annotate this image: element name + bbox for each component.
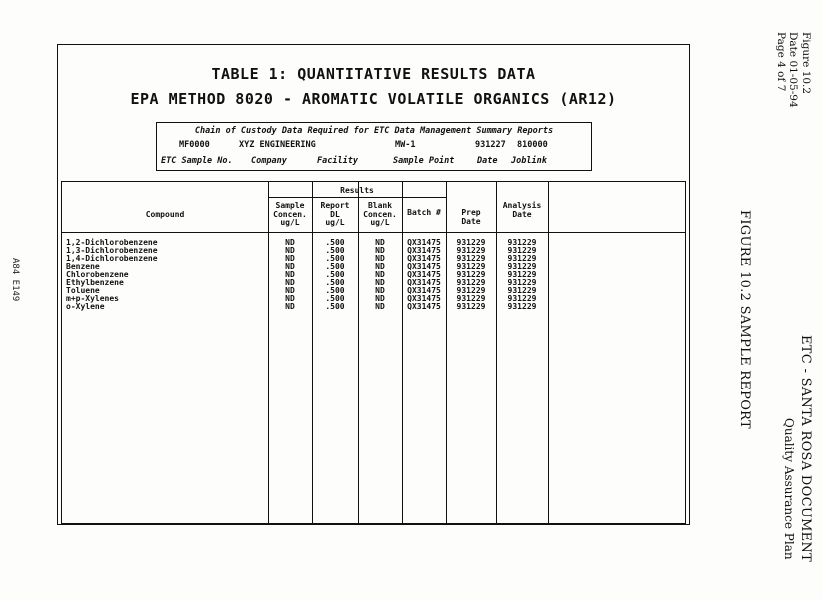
report-frame [57, 44, 690, 525]
table-row: 1,3-Dichlorobenzene ND .500 ND QX31475 931229 931229 [66, 246, 537, 255]
document-title: ETC - SANTA ROSA DOCUMENT [798, 335, 813, 563]
coc-sample-point-label: Sample Point [393, 156, 455, 166]
figure-info-block [775, 32, 813, 108]
results-group-label: Results [340, 186, 374, 195]
chain-of-custody-box [156, 122, 592, 171]
col-divider [268, 182, 269, 523]
figure-caption: FIGURE 10.2 SAMPLE REPORT [737, 210, 752, 430]
table-row: Ethylbenzene ND .500 ND QX31475 931229 931229 [66, 278, 537, 287]
coc-date-value: 931227 [475, 140, 506, 150]
coc-sample-no-value: MF0000 [179, 140, 210, 150]
coc-header: Chain of Custody Data Required for ETC Data Management Summary Reports [194, 126, 554, 136]
handwritten-note: A84 E149 [10, 258, 20, 302]
col-report-dl: Report DL ug/L [320, 201, 350, 227]
group-rule [268, 197, 446, 198]
table-row: Toluene ND .500 ND QX31475 931229 931229 [66, 286, 537, 295]
table-row: 1,4-Dichlorobenzene ND .500 ND QX31475 931229 931229 [66, 254, 537, 263]
coc-company-value: XYZ ENGINEERING [239, 140, 316, 150]
header-rule [62, 232, 685, 233]
coc-facility-label: Facility [317, 156, 358, 166]
table-title: TABLE 1: QUANTITATIVE RESULTS DATA [211, 65, 536, 83]
results-table [61, 181, 686, 524]
col-blank-concen: Blank Concen. ug/L [363, 201, 397, 227]
col-sample-concen: Sample Concen. ug/L [273, 201, 307, 227]
col-prep-date: Prep Date [461, 208, 481, 226]
table-row: Benzene ND .500 ND QX31475 931229 931229 [66, 262, 537, 271]
col-divider [358, 182, 359, 523]
document-plan: Quality Assurance Plan [782, 418, 796, 560]
col-analysis-date: Analysis Date [502, 201, 542, 219]
figure-page: Page 4 of 7 [775, 32, 787, 92]
coc-joblink-value: 810000 [517, 140, 548, 150]
table-row: 1,2-Dichlorobenzene ND .500 ND QX31475 931229 931229 [66, 238, 537, 247]
coc-sample-no-label: ETC Sample No. [161, 156, 233, 166]
coc-date-label: Date [477, 156, 498, 166]
figure-date: Date 01-05-94 [787, 32, 800, 108]
col-divider [496, 182, 497, 523]
figure-number: Figure 10.2 [800, 32, 812, 95]
table-subtitle: EPA METHOD 8020 - AROMATIC VOLATILE ORGANICS (AR12) [130, 90, 617, 108]
col-divider [548, 182, 549, 523]
col-divider [446, 182, 447, 523]
coc-company-label: Company [251, 156, 287, 166]
table-row: m+p-Xylenes ND .500 ND QX31475 931229 931229 [66, 294, 537, 303]
col-divider [402, 182, 403, 523]
col-batch: Batch # [407, 208, 441, 217]
coc-joblink-label: Joblink [511, 156, 547, 166]
table-row: Chlorobenzene ND .500 ND QX31475 931229 931229 [66, 270, 537, 279]
col-compound: Compound [145, 210, 185, 219]
table-row: o-Xylene ND .500 ND QX31475 931229 931229 [66, 302, 537, 311]
col-divider [312, 182, 313, 523]
coc-sample-point-value: MW-1 [395, 140, 416, 150]
